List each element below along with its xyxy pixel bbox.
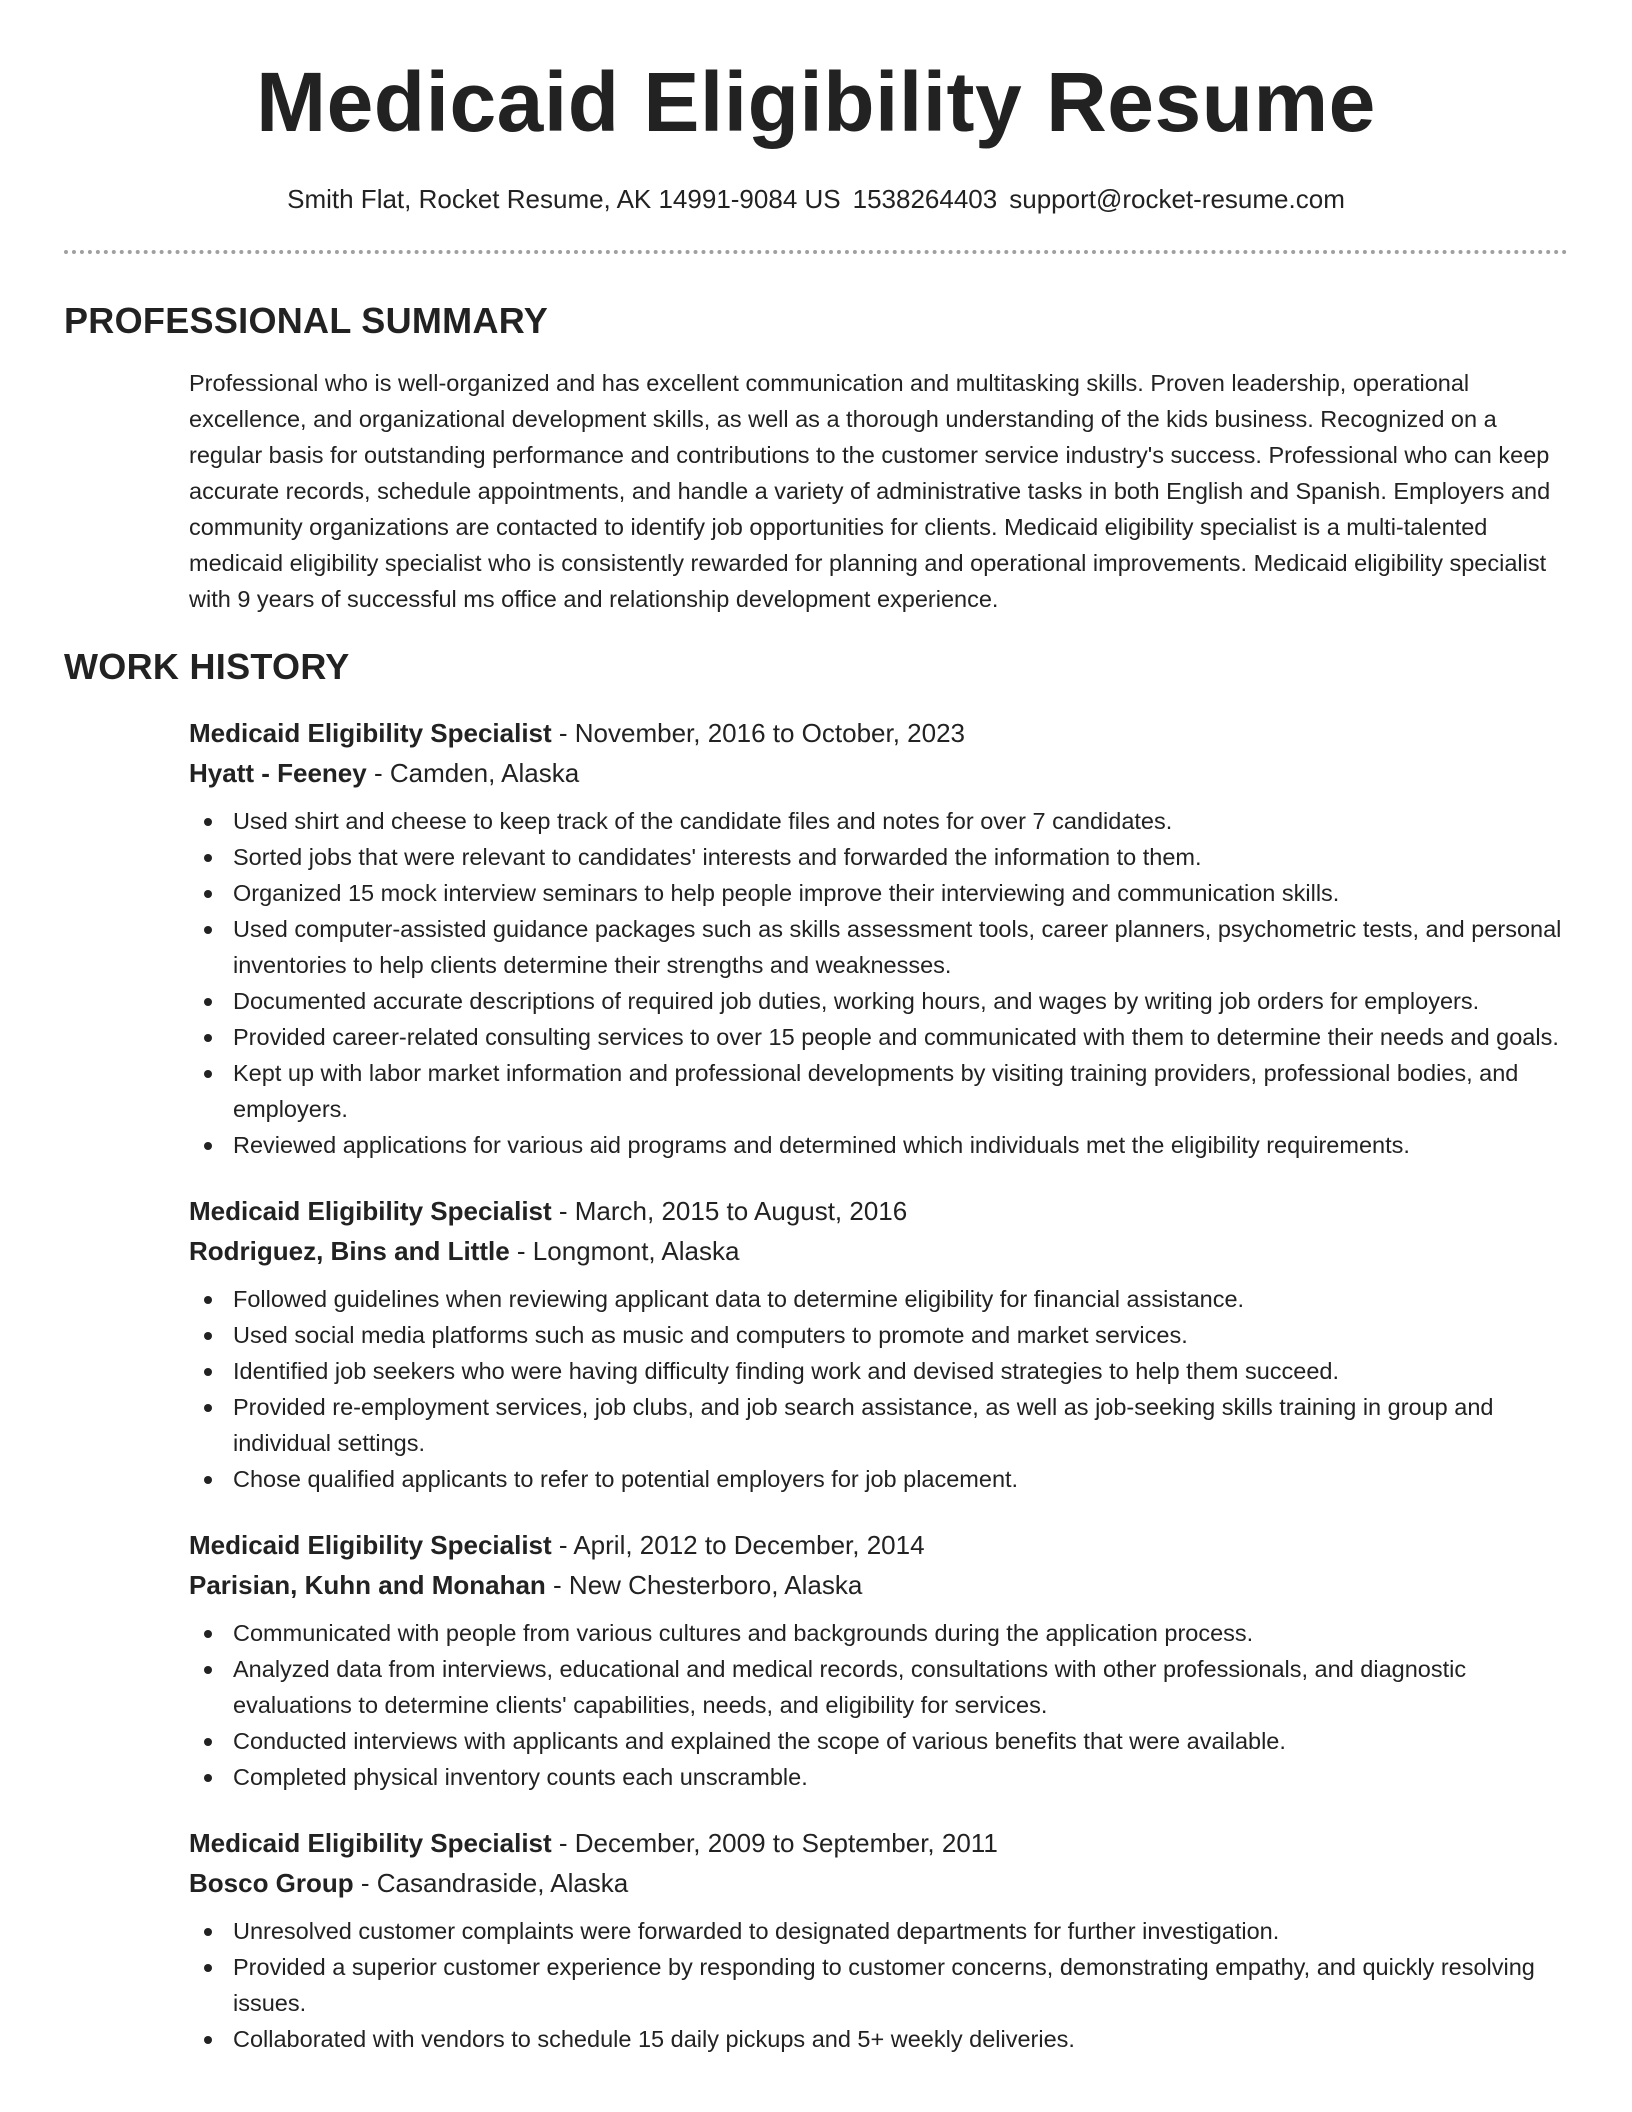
duties-list xyxy=(189,803,1569,1163)
job-title-line xyxy=(189,713,1569,753)
duty-item: Provided career-related consulting services to over 15 people and communicated with them to determine their needs and goals. xyxy=(189,1019,1569,1055)
job-dates: - April, 2012 to December, 2014 xyxy=(551,1530,925,1560)
duty-item: Documented accurate descriptions of required job duties, working hours, and wages by writing job orders for employers. xyxy=(189,983,1569,1019)
job-entry xyxy=(189,713,1569,1163)
duty-item: Communicated with people from various cultures and backgrounds during the application process. xyxy=(189,1615,1569,1651)
job-title-line xyxy=(189,1525,1569,1565)
duty-item: Chose qualified applicants to refer to potential employers for job placement. xyxy=(189,1461,1569,1497)
address-text: Smith Flat, Rocket Resume, AK 14991-9084 US xyxy=(287,184,841,214)
summary-heading: PROFESSIONAL SUMMARY xyxy=(64,300,549,341)
duty-item: Provided a superior customer experience by responding to customer concerns, demonstrating empathy, and quickly resolving issues. xyxy=(189,1949,1569,2021)
company-line xyxy=(189,753,1569,793)
job-title-line xyxy=(189,1191,1569,1231)
job-title-line xyxy=(189,1823,1569,1863)
duties-list xyxy=(189,1281,1569,1497)
work-history-heading: WORK HISTORY xyxy=(64,646,350,687)
company-location: - Casandraside, Alaska xyxy=(353,1868,629,1898)
duty-item: Reviewed applications for various aid programs and determined which individuals met the eligibility requirements. xyxy=(189,1127,1569,1163)
header-divider xyxy=(64,250,1568,254)
duty-item: Provided re-employment services, job clubs, and job search assistance, as well as job-seeking skills training in group and individual settings. xyxy=(189,1389,1569,1461)
duty-item: Analyzed data from interviews, educational and medical records, consultations with other professionals, and diagnostic evaluations to determine clients' capabilities, needs, and eligibility for services. xyxy=(189,1651,1569,1723)
company-name: Hyatt - Feeney xyxy=(189,758,367,788)
job-dates: - November, 2016 to October, 2023 xyxy=(551,718,966,748)
duties-list xyxy=(189,1615,1569,1795)
company-location: - Longmont, Alaska xyxy=(509,1236,740,1266)
job-dates: - December, 2009 to September, 2011 xyxy=(551,1828,998,1858)
company-name: Rodriguez, Bins and Little xyxy=(189,1236,510,1266)
duty-item: Kept up with labor market information and professional developments by visiting training providers, professional bodies, and employers. xyxy=(189,1055,1569,1127)
duty-item: Conducted interviews with applicants and explained the scope of various benefits that were available. xyxy=(189,1723,1569,1759)
company-name: Parisian, Kuhn and Monahan xyxy=(189,1570,546,1600)
duties-list xyxy=(189,1913,1569,2057)
summary-paragraph: Professional who is well-organized and has excellent communication and multitasking skills. Proven leadership, operational excellence, and organizational development skills, as well as a thorough understanding of the kids business. Recognized on a regular basis for outstanding performance and contributions to the customer service industry's success. Professional who can keep accurate records, schedule appointments, and handle a variety of administrative tasks in both English and Spanish. Employers and community organizations are contacted to identify job opportunities for clients. Medicaid eligibility specialist is a multi-talented medicaid eligibility specialist who is consistently rewarded for planning and operational improvements. Medicaid eligibility specialist with 9 years of successful ms office and relationship development experience. xyxy=(189,370,1551,612)
job-title: Medicaid Eligibility Specialist xyxy=(189,1530,552,1560)
job-title: Medicaid Eligibility Specialist xyxy=(189,1828,552,1858)
email-link[interactable]: support@rocket-resume.com xyxy=(1009,184,1345,214)
phone-text: 1538264403 xyxy=(852,184,998,214)
company-line xyxy=(189,1231,1569,1271)
duty-item: Unresolved customer complaints were forwarded to designated departments for further investigation. xyxy=(189,1913,1569,1949)
duty-item: Organized 15 mock interview seminars to help people improve their interviewing and communication skills. xyxy=(189,875,1569,911)
company-line xyxy=(189,1863,1569,1903)
job-entry xyxy=(189,1525,1569,1795)
duty-item: Used shirt and cheese to keep track of the candidate files and notes for over 7 candidates. xyxy=(189,803,1569,839)
company-name: Bosco Group xyxy=(189,1868,354,1898)
duty-item: Sorted jobs that were relevant to candidates' interests and forwarded the information to them. xyxy=(189,839,1569,875)
duty-item: Followed guidelines when reviewing applicant data to determine eligibility for financial assistance. xyxy=(189,1281,1569,1317)
company-line xyxy=(189,1565,1569,1605)
duty-item: Used computer-assisted guidance packages such as skills assessment tools, career planners, psychometric tests, and personal inventories to help clients determine their strengths and weaknesses. xyxy=(189,911,1569,983)
job-entry xyxy=(189,1191,1569,1497)
duty-item: Completed physical inventory counts each unscramble. xyxy=(189,1759,1569,1795)
page-title: Medicaid Eligibility Resume xyxy=(256,55,1376,149)
work-history-list xyxy=(189,713,1569,2085)
job-dates: - March, 2015 to August, 2016 xyxy=(551,1196,908,1226)
contact-info xyxy=(0,181,1632,217)
duty-item: Identified job seekers who were having difficulty finding work and devised strategies to help them succeed. xyxy=(189,1353,1569,1389)
company-location: - Camden, Alaska xyxy=(366,758,580,788)
duty-item: Used social media platforms such as music and computers to promote and market services. xyxy=(189,1317,1569,1353)
job-title: Medicaid Eligibility Specialist xyxy=(189,718,552,748)
company-location: - New Chesterboro, Alaska xyxy=(545,1570,863,1600)
duty-item: Collaborated with vendors to schedule 15 daily pickups and 5+ weekly deliveries. xyxy=(189,2021,1569,2057)
job-title: Medicaid Eligibility Specialist xyxy=(189,1196,552,1226)
job-entry xyxy=(189,1823,1569,2057)
